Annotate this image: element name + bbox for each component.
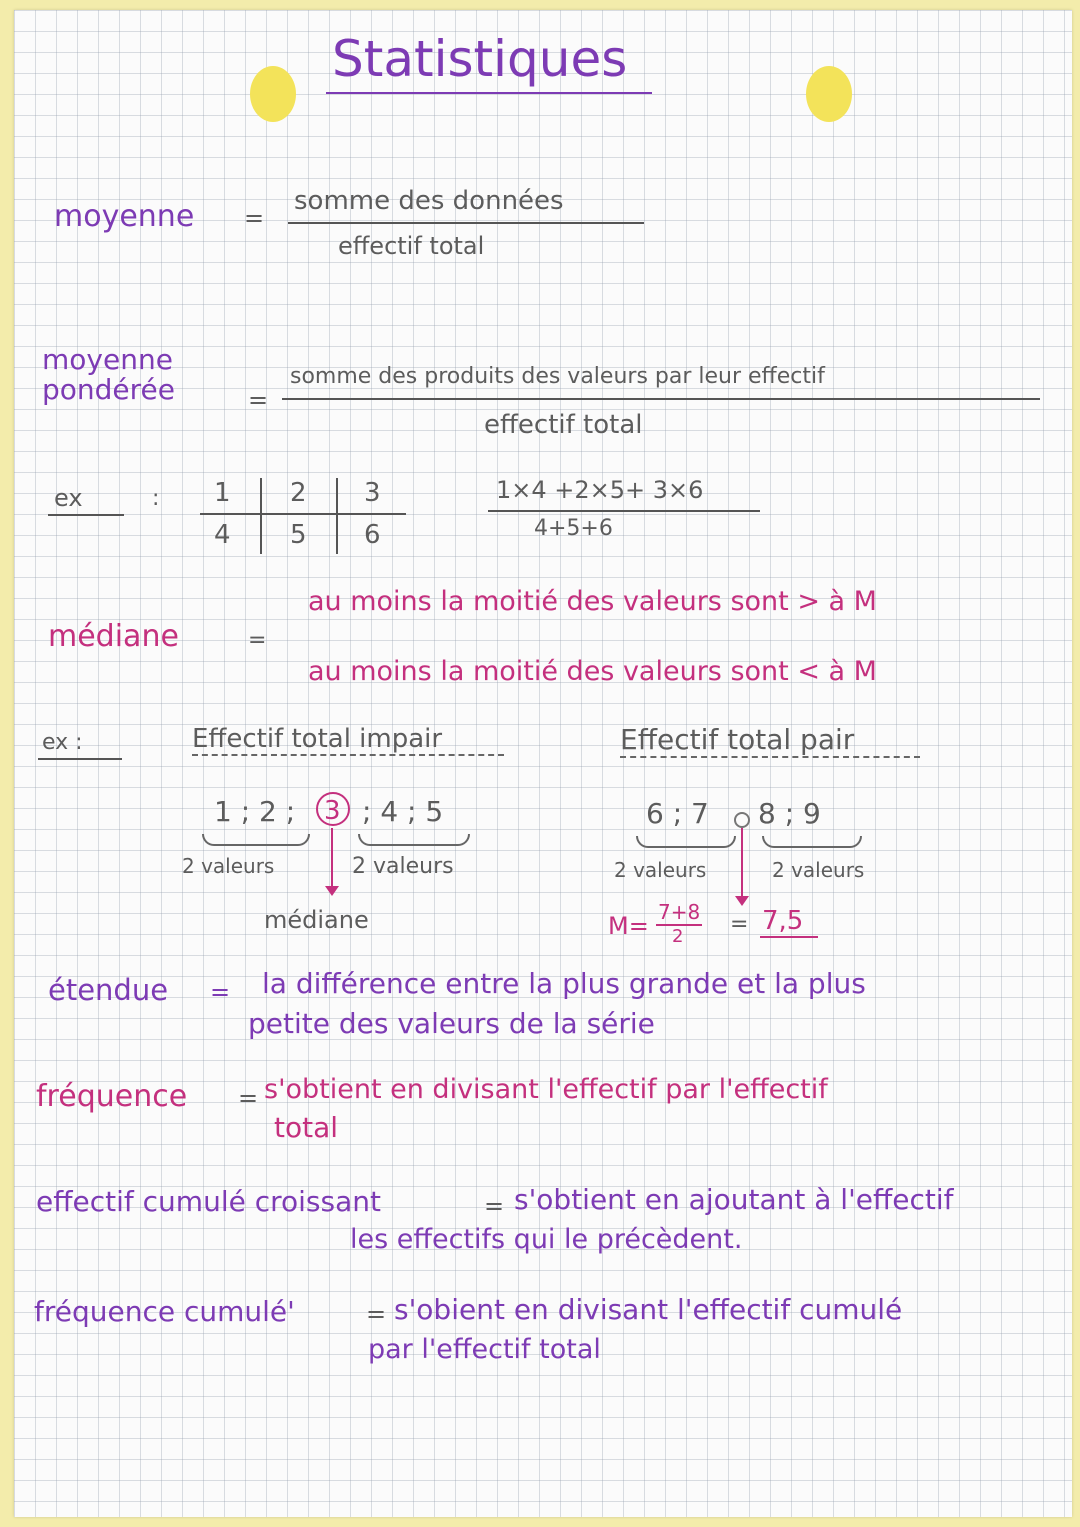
- ponderee-example-label: ex: [54, 484, 83, 512]
- odd-right-note: 2 valeurs: [352, 854, 454, 879]
- odd-left-brace: [202, 834, 310, 846]
- moyenne-label: moyenne: [54, 199, 195, 234]
- moyenne-fraction-bar: [288, 222, 644, 224]
- table-value: 3: [364, 478, 381, 508]
- odd-seq-before: 1 ; 2 ;: [214, 795, 296, 828]
- etendue-line2: petite des valeurs de la série: [248, 1007, 655, 1040]
- odd-result: médiane: [264, 906, 369, 934]
- table-vertical-rule: [336, 478, 338, 554]
- effectif-cumule-line2: les effectifs qui le précèdent.: [350, 1224, 743, 1255]
- effectif-cumule-equals: =: [484, 1192, 505, 1220]
- odd-heading-underline: [192, 754, 504, 756]
- ponderee-equals: =: [248, 386, 269, 414]
- mediane-line2: au moins la moitié des valeurs sont < à M: [308, 656, 877, 687]
- ponderee-label-line2: pondérée: [42, 373, 175, 406]
- effectif-cumule-label: effectif cumulé croissant: [36, 1185, 381, 1218]
- etendue-equals: =: [210, 978, 231, 1006]
- table-vertical-rule: [260, 478, 262, 554]
- even-arrow-shaft: [741, 828, 743, 898]
- even-left-note: 2 valeurs: [614, 858, 707, 882]
- even-arrow-head: [735, 896, 749, 906]
- moyenne-denominator: effectif total: [338, 232, 485, 260]
- even-m-denominator: 2: [672, 926, 684, 947]
- even-m-numerator: 7+8: [658, 900, 701, 924]
- frequence-line1: s'obtient en divisant l'effectif par l'effectif: [264, 1074, 828, 1105]
- moyenne-numerator: somme des données: [294, 186, 564, 216]
- frequence-line2: total: [274, 1111, 339, 1144]
- mediane-line1: au moins la moitié des valeurs sont > à M: [308, 586, 877, 617]
- table-value: 2: [290, 478, 307, 508]
- even-m-equals: =: [730, 912, 749, 937]
- ponderee-numerator: somme des produits des valeurs par leur effectif: [290, 364, 825, 389]
- odd-heading: Effectif total impair: [192, 724, 443, 754]
- even-m-label: M=: [608, 912, 649, 940]
- frequence-cumulee-label: fréquence cumulé': [34, 1295, 295, 1328]
- example-label-underline: [48, 514, 124, 516]
- odd-arrow-head: [325, 886, 339, 896]
- title-underline: [326, 92, 652, 94]
- frequence-cumulee-line2: par l'effectif total: [368, 1334, 601, 1365]
- notebook-page: [14, 10, 1072, 1517]
- mediane-equals: =: [248, 628, 267, 653]
- table-count: 6: [364, 520, 381, 550]
- even-right-note: 2 valeurs: [772, 858, 865, 882]
- page-title: Statistiques: [332, 30, 628, 88]
- even-heading: Effectif total pair: [620, 723, 855, 756]
- even-seq-left: 6 ; 7: [646, 797, 709, 830]
- ponderee-label-line1: moyenne: [42, 343, 173, 376]
- effectif-cumule-line1: s'obtient en ajoutant à l'effectif: [514, 1183, 954, 1216]
- ponderee-calc-denominator: 4+5+6: [534, 516, 613, 541]
- binder-hole-left: [250, 66, 296, 122]
- frequence-cumulee-line1: s'obient en divisant l'effectif cumulé: [394, 1293, 903, 1326]
- ponderee-denominator: effectif total: [484, 410, 643, 440]
- even-right-brace: [762, 836, 862, 848]
- table-value: 1: [214, 478, 231, 508]
- odd-right-brace: [358, 834, 470, 846]
- odd-arrow-shaft: [331, 828, 333, 888]
- even-left-brace: [636, 836, 736, 848]
- etendue-line1: la différence entre la plus grande et la plus: [262, 967, 866, 1000]
- odd-seq-after: ; 4 ; 5: [362, 795, 444, 828]
- odd-left-note: 2 valeurs: [182, 854, 275, 878]
- ponderee-calc-bar: [488, 510, 760, 512]
- even-m-result-underline: [760, 936, 818, 938]
- etendue-label: étendue: [48, 973, 169, 1007]
- table-count: 5: [290, 520, 307, 550]
- ponderee-example-colon: :: [152, 486, 160, 511]
- odd-seq-center: 3: [324, 796, 341, 826]
- binder-hole-right: [806, 66, 852, 122]
- moyenne-equals: =: [244, 204, 265, 232]
- mediane-label: médiane: [48, 619, 179, 654]
- even-midpoint-marker: [734, 812, 750, 828]
- ponderee-calc-numerator: 1×4 +2×5+ 3×6: [496, 476, 704, 504]
- frequence-equals: =: [238, 1084, 259, 1112]
- even-m-result: 7,5: [762, 906, 804, 936]
- table-horizontal-rule: [200, 513, 406, 515]
- even-heading-underline: [620, 756, 920, 758]
- frequence-cumulee-equals: =: [366, 1300, 387, 1328]
- table-count: 4: [214, 520, 231, 550]
- even-seq-right: 8 ; 9: [758, 797, 821, 830]
- mediane-example-label: ex :: [42, 730, 83, 755]
- mediane-example-underline: [38, 758, 122, 760]
- frequence-label: fréquence: [36, 1079, 188, 1114]
- ponderee-fraction-bar: [282, 398, 1040, 400]
